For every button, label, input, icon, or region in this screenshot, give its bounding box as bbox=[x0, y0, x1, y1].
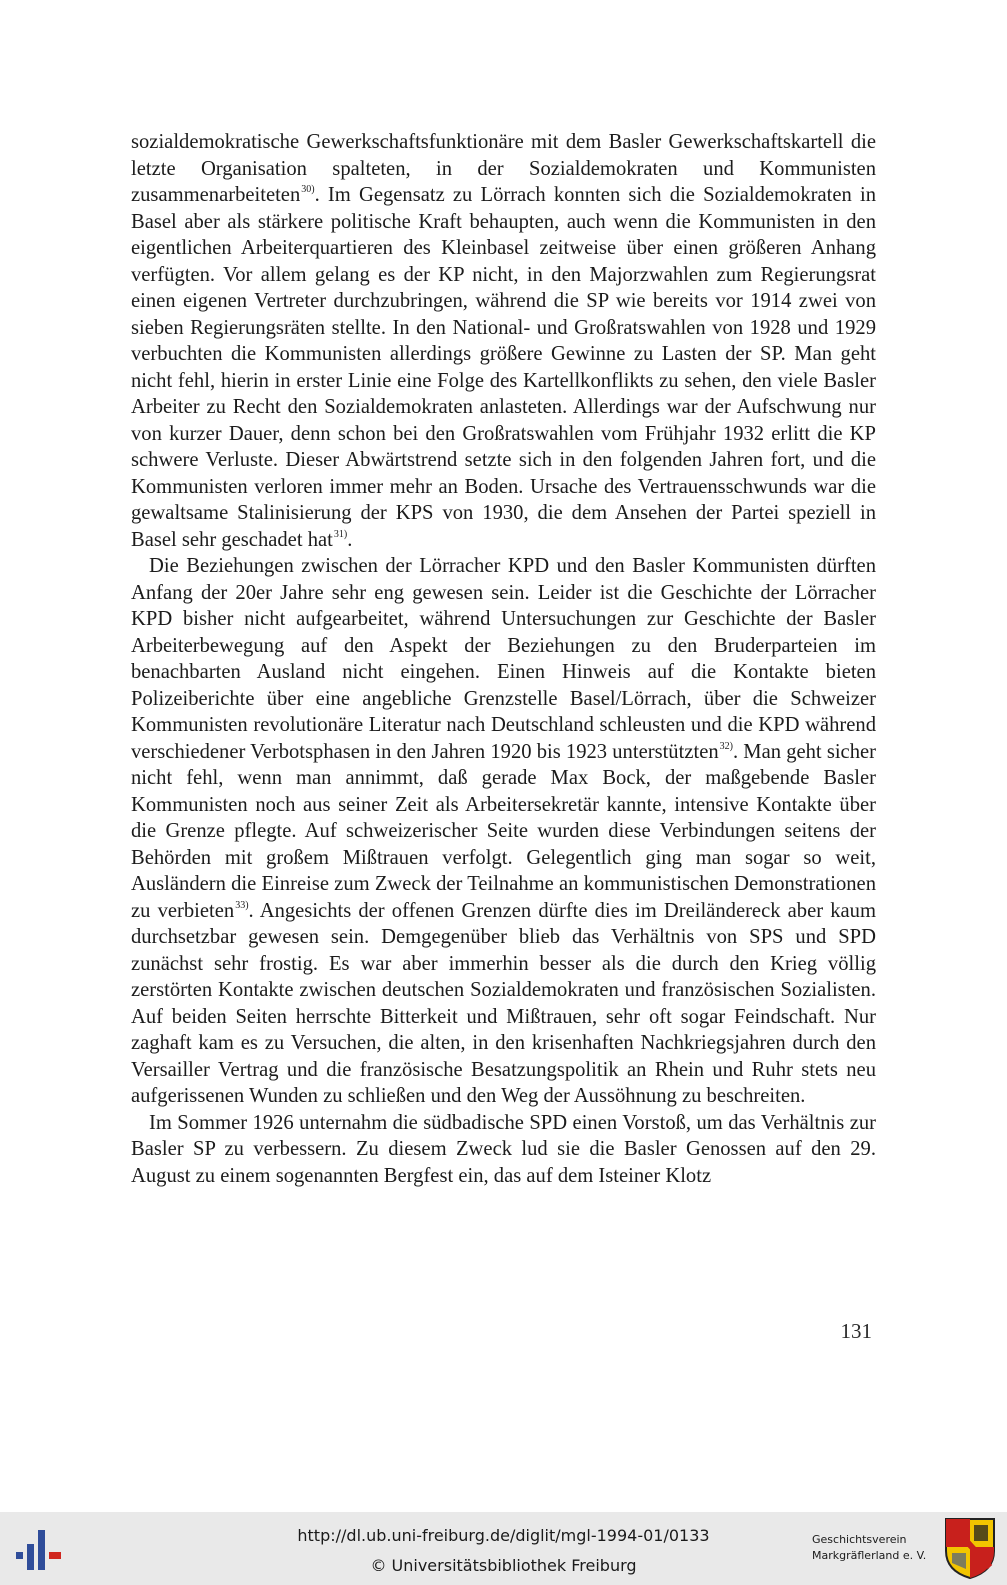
footer-copyright: © Universitätsbibliothek Freiburg bbox=[370, 1556, 637, 1575]
footnote-ref: 33) bbox=[235, 899, 249, 911]
paragraph bbox=[131, 553, 876, 1110]
footer-bar bbox=[0, 1512, 1007, 1585]
page-number: 131 bbox=[840, 1319, 872, 1343]
footnote-ref: 32) bbox=[719, 740, 733, 752]
footnote-ref: 30) bbox=[301, 184, 315, 195]
text-run: . bbox=[347, 528, 353, 551]
text-run: . Im Gegensatz zu Lörrach konnten sich die Sozialdemokraten in Basel aber als stärkere politische Kraft behaupten, auch wenn die Kommunisten in den eigentlichen Arbeiterquartieren des Kleinbasel zeitweise über einen größeren Anhang verfügten. Vor allem gelang es der KP nicht, in den Majorzwahlen zum Regierungsrat einen eigenen Vertreter durchzubringen, während die SP wie bereits vor 1914 zwei von sieben Regierungsräten stellte. In den National- und Großratswahlen von 1928 und 1929 verbuchten die Kommunisten allerdings größere Gewinne zu Lasten der SP. Man geht nicht fehl, hierin in erster Linie eine Folge des Kartellkonflikts zu sehen, den viele Basler Arbeiter zu Recht den Sozialdemokraten anlasteten. Allerdings war der Aufschwung nur von kurzer Dauer, denn schon bei den Großratswahlen vom Frühjahr 1932 erlitt die KP schwere Verluste. Dieser Abwärtstrend setzte sich in den folgenden Jahren fort, und die Kommunisten verloren immer mehr an Boden. Ursache des Vertrauensschwunds war die gewaltsame Stalinisierung der KPS von 1930, die dem Ansehen der Partei speziell in Basel sehr geschadet hat bbox=[131, 184, 876, 551]
society-name bbox=[812, 1532, 932, 1564]
society-name-line2: Markgräflerland e. V. bbox=[812, 1549, 927, 1562]
coat-of-arms-icon bbox=[944, 1517, 996, 1580]
text-run: . Angesichts der offenen Grenzen dürfte dies im Dreiländereck aber kaum durchsetzbar gewesen sein. Demgegenüber blieb das Verhältnis von SPS und SPD zunächst sehr frostig. Es war aber immerhin besser als die durch den Krieg völlig zerstörten Kontakte zwischen deutschen Sozialdemokraten und französischen Sozialisten. Auf beiden Seiten herrschte Bitterkeit und Mißtrauen, sehr oft sogar Feindschaft. Nur zaghaft kam es zu Versuchen, die alten, in den krisenhaften Nachkriegsjahren durch den Versailler Vertrag und die französische Besatzungspolitik an Rhein und Ruhr stets neu aufgerissenen Wunden zu schließen und den Weg der Aussöhnung zu beschreiten. bbox=[131, 899, 876, 1107]
text-run: . Man geht sicher nicht fehl, wenn man annimmt, daß gerade Max Bock, der maßgebende Basler Kommunisten noch aus seiner Zeit als Arbeitersekretär kannte, intensive Kontakte über die Grenze pflegte. Auf schweizerischer Seite wurden diese Verbindungen seitens der Behörden mit großem Mißtrauen verfolgt. Gelegentlich ging man sogar so weit, Ausländern die Einreise zum Zweck der Teilnahme an kommunistischen Demonstrationen zu verbieten bbox=[131, 740, 876, 922]
paragraph bbox=[131, 1110, 876, 1190]
text-run: sozialdemokratische Gewerkschaftsfunktionäre mit dem Basler Gewerkschaftskartell die letzte Organisation spalteten, in der Sozialdemokraten und Kommunisten zusammenarbeiteten bbox=[131, 131, 876, 206]
text-run: Die Beziehungen zwischen der Lörracher KPD und den Basler Kommunisten dürften Anfang der 20er Jahre sehr eng gewesen sein. Leider ist die Geschichte der Lörracher KPD bisher nicht aufgearbeitet, während Untersuchungen zur Geschichte der Basler Arbeiterbewegung auf den Aspekt der Beziehungen zu den Bruderparteien im benachbarten Ausland nicht eingehen. Einen Hinweis auf die Kontakte bieten Polizeiberichte über eine angebliche Grenzstelle Basel/Lörrach, über die Schweizer Kommunisten revolutionäre Literatur nach Deutschland schleusten und die KPD während verschiedener Verbotsphasen in den Jahren 1920 bis 1923 unterstützten bbox=[131, 555, 876, 763]
paragraph bbox=[131, 129, 876, 553]
body-text bbox=[131, 129, 876, 1189]
footnote-ref: 31) bbox=[333, 528, 348, 540]
footer-url-link[interactable]: http://dl.ub.uni-freiburg.de/diglit/mgl-1994-01/0133 bbox=[297, 1526, 710, 1545]
society-name-line1: Geschichtsverein bbox=[812, 1533, 907, 1546]
text-run: Im Sommer 1926 unternahm die südbadische SPD einen Vorstoß, um das Verhältnis zur Basler SP zu verbessern. Zu diesem Zweck lud sie die Basler Genossen auf den 29. August zu einem sogenannten Bergfest ein, das auf dem Isteiner Klotz bbox=[131, 1111, 876, 1187]
